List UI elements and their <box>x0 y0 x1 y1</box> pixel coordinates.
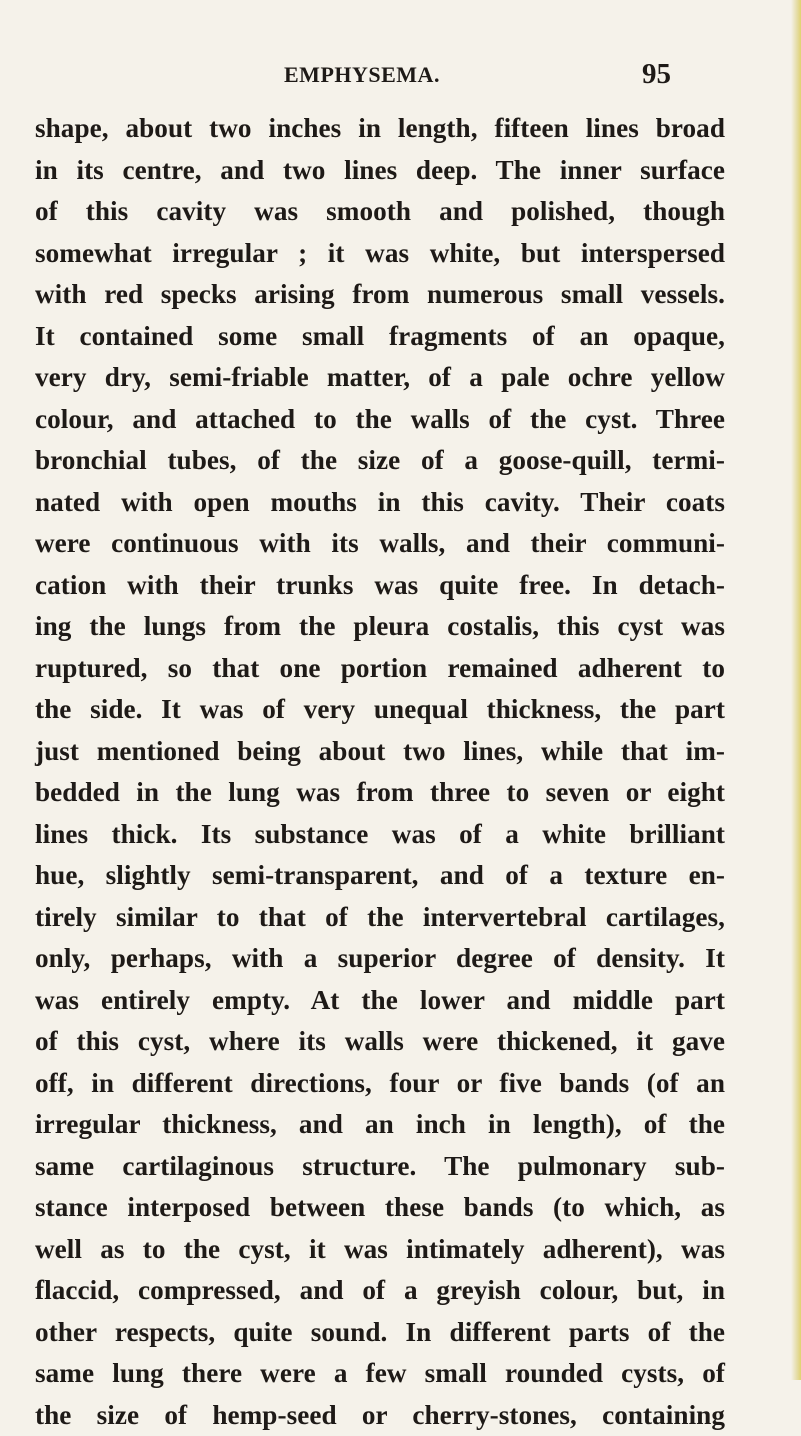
text-line: of this cavity was smooth and polished, though <box>35 191 725 233</box>
text-line: ruptured, so that one portion remained adherent to <box>35 648 725 690</box>
text-line: other respects, quite sound. In different parts of the <box>35 1312 725 1354</box>
body-text <box>35 108 725 1436</box>
text-line: flaccid, compressed, and of a greyish colour, but, in <box>35 1270 725 1312</box>
text-line: with red specks arising from numerous small vessels. <box>35 274 725 316</box>
text-line: same lung there were a few small rounded cysts, of <box>35 1353 725 1395</box>
text-line: hue, slightly semi-transparent, and of a texture en- <box>35 855 725 897</box>
text-line: lines thick. Its substance was of a white brilliant <box>35 814 725 856</box>
text-line: was entirely empty. At the lower and middle part <box>35 980 725 1022</box>
text-line: bronchial tubes, of the size of a goose-quill, termi- <box>35 440 725 482</box>
text-line: off, in different directions, four or five bands (of an <box>35 1063 725 1105</box>
text-line: stance interposed between these bands (to which, as <box>35 1187 725 1229</box>
text-line: same cartilaginous structure. The pulmonary sub- <box>35 1146 725 1188</box>
text-line: cation with their trunks was quite free. In detach- <box>35 565 725 607</box>
text-line: the size of hemp-seed or cherry-stones, containing <box>35 1395 725 1436</box>
text-line: were continuous with its walls, and their communi- <box>35 523 725 565</box>
text-line: just mentioned being about two lines, while that im- <box>35 731 725 773</box>
text-line: the side. It was of very unequal thickness, the part <box>35 689 725 731</box>
running-title: EMPHYSEMA. <box>284 62 440 88</box>
text-line: It contained some small fragments of an opaque, <box>35 316 725 358</box>
page-number: 95 <box>642 58 671 91</box>
text-line: colour, and attached to the walls of the cyst. Three <box>35 399 725 441</box>
text-line: nated with open mouths in this cavity. Their coats <box>35 482 725 524</box>
text-line: shape, about two inches in length, fifteen lines broad <box>35 108 725 150</box>
text-line: well as to the cyst, it was intimately adherent), was <box>35 1229 725 1271</box>
text-line: somewhat irregular ; it was white, but interspersed <box>35 233 725 275</box>
page-edge <box>791 0 801 1380</box>
text-line: in its centre, and two lines deep. The inner surface <box>35 150 725 192</box>
text-line: irregular thickness, and an inch in length), of the <box>35 1104 725 1146</box>
text-line: of this cyst, where its walls were thickened, it gave <box>35 1021 725 1063</box>
text-line: ing the lungs from the pleura costalis, this cyst was <box>35 606 725 648</box>
running-head <box>0 62 801 96</box>
text-line: tirely similar to that of the intervertebral cartilages, <box>35 897 725 939</box>
text-line: bedded in the lung was from three to seven or eight <box>35 772 725 814</box>
text-line: only, perhaps, with a superior degree of density. It <box>35 938 725 980</box>
text-line: very dry, semi-friable matter, of a pale ochre yellow <box>35 357 725 399</box>
